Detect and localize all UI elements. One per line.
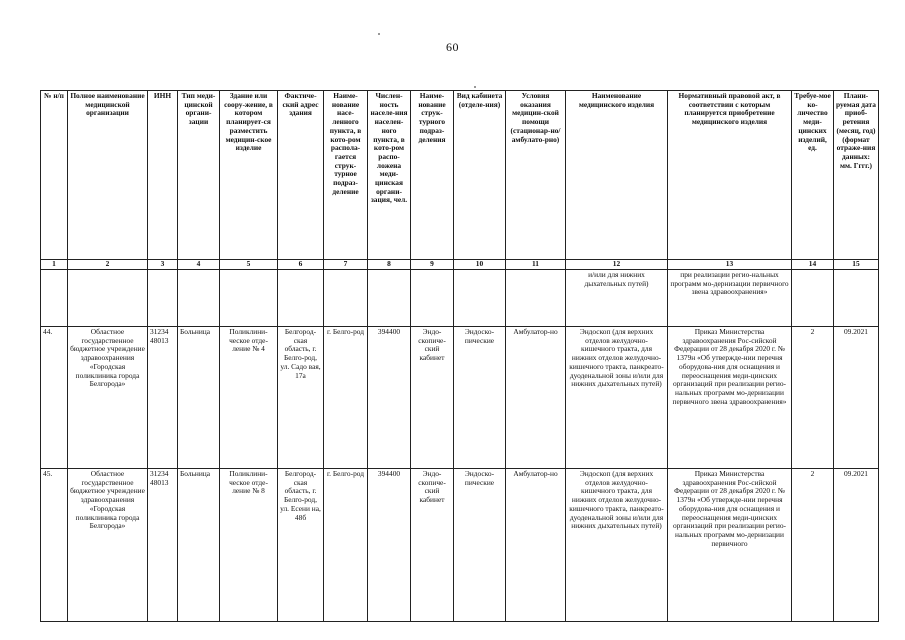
building-cell: Поликлини-ческое отде-ление № 4	[220, 327, 278, 469]
header-cell: Плани-руемая дата приоб-ретения (месяц, год) (формат отраже-ния данных: мм. Гггг.)	[834, 91, 879, 260]
column-number: 4	[178, 260, 220, 270]
quantity-cell: 2	[792, 469, 834, 622]
column-number: 15	[834, 260, 879, 270]
organization-name: Областное государственное бюджетное учреждение здравоохранения «Городская поликлиника города Белгорода»	[68, 327, 148, 469]
equipment-table	[40, 90, 879, 622]
org-type-cell: Больница	[178, 327, 220, 469]
empty-cell	[792, 270, 834, 327]
header-cell: № н/п	[41, 91, 68, 260]
header-cell: Числен-ность населе-ния населен-ного пункта, в кото-ром распо-ложена меди-цинская органи-зация, чел.	[368, 91, 411, 260]
empty-cell	[41, 270, 68, 327]
header-cell: Наиме-нование струк-турного подраз-деления	[411, 91, 454, 260]
empty-cell	[278, 270, 324, 327]
quantity-cell: 2	[792, 327, 834, 469]
date-cell: 09.2021	[834, 327, 879, 469]
page-number: 60	[446, 40, 459, 54]
table-row	[41, 469, 879, 622]
locality-cell: г. Белго-род	[324, 469, 368, 622]
device-cell: и/или для нижних дыхательных путей)	[566, 270, 668, 327]
header-row	[41, 91, 879, 260]
header-cell: Наименование медицинского изделия	[566, 91, 668, 260]
room-type-cell: Эндоско-пические	[454, 469, 506, 622]
conditions-cell: Амбулатор-но	[506, 327, 566, 469]
date-cell: 09.2021	[834, 469, 879, 622]
header-cell: Нормативный правовой акт, в соответствии с которым планируется приобретение медицинского изделия	[668, 91, 792, 260]
device-cell: Эндоскоп (для верхних отделов желудочно-кишечного тракта, для нижних отделов желудочно-кишечного тракта, панкреато-дуоденальной зоны и/или для нижних дыхательных путей)	[566, 327, 668, 469]
column-number: 13	[668, 260, 792, 270]
column-number: 12	[566, 260, 668, 270]
act-cell: при реализации регио-нальных программ мо-дернизации первичного звена здравоохранения»	[668, 270, 792, 327]
population-cell: 394400	[368, 469, 411, 622]
continuation-row	[41, 270, 879, 327]
conditions-cell: Амбулатор-но	[506, 469, 566, 622]
header-cell: Наиме-нование насе-ленного пункта, в кото-ром распола-гается струк-турное подраз-деление	[324, 91, 368, 260]
empty-cell	[454, 270, 506, 327]
act-cell: Приказ Министерства здравоохранения Рос-сийской Федерации от 28 декабря 2020 г. № 1379н «Об утвержде-нии перечня оборудова-ния для оснащения и переоснащения меди-цинских организаций при реализации регио-нальных программ мо-дернизации первичного	[668, 469, 792, 622]
empty-cell	[148, 270, 178, 327]
unit-cell: Эндо-скопиче-ский кабинет	[411, 327, 454, 469]
column-number: 1	[41, 260, 68, 270]
locality-cell: г. Белго-род	[324, 327, 368, 469]
column-number: 11	[506, 260, 566, 270]
scan-speck	[378, 33, 380, 35]
inn-cell: 31234 48013	[148, 469, 178, 622]
empty-cell	[68, 270, 148, 327]
address-cell: Белгород-ская область, г. Белго-род, ул. Есени на, 48б	[278, 469, 324, 622]
header-cell: Здание или соору-жение, в котором планирует-ся разместить медицин-ское изделие	[220, 91, 278, 260]
building-cell: Поликлини-ческое отде-ление № 8	[220, 469, 278, 622]
act-cell: Приказ Министерства здравоохранения Рос-сийской Федерации от 28 декабря 2020 г. № 1379н «Об утвержде-нии перечня оборудова-ния для оснащения и переоснащения меди-цинских организаций при реализации регио-нальных программ мо-дернизации первичного звена здравоохранения»	[668, 327, 792, 469]
table-row	[41, 327, 879, 469]
device-cell: Эндоскоп (для верхних отделов желудочно-кишечного тракта, для нижних отделов желудочно-кишечного тракта, панкреато-дуоденальной зоны и/или для нижних дыхательных путей)	[566, 469, 668, 622]
empty-cell	[411, 270, 454, 327]
room-type-cell: Эндоско-пические	[454, 327, 506, 469]
column-number: 7	[324, 260, 368, 270]
org-type-cell: Больница	[178, 469, 220, 622]
column-number: 3	[148, 260, 178, 270]
unit-cell: Эндо-скопиче-ский кабинет	[411, 469, 454, 622]
empty-cell	[324, 270, 368, 327]
empty-cell	[834, 270, 879, 327]
inn-cell: 31234 48013	[148, 327, 178, 469]
empty-cell	[178, 270, 220, 327]
column-number: 10	[454, 260, 506, 270]
row-number: 45.	[41, 469, 68, 622]
header-cell: Фактиче-ский адрес здания	[278, 91, 324, 260]
empty-cell	[506, 270, 566, 327]
address-cell: Белгород-ская область, г. Белго-род, ул. Садо вая, 17а	[278, 327, 324, 469]
column-number: 5	[220, 260, 278, 270]
empty-cell	[368, 270, 411, 327]
column-number: 8	[368, 260, 411, 270]
scan-speck	[474, 86, 476, 88]
column-number: 6	[278, 260, 324, 270]
column-number-row	[41, 260, 879, 270]
header-cell: Требуе-мое ко-личество меди-цинских изделий, ед.	[792, 91, 834, 260]
header-cell: ИНН	[148, 91, 178, 260]
column-number: 2	[68, 260, 148, 270]
column-number: 14	[792, 260, 834, 270]
empty-cell	[220, 270, 278, 327]
column-number: 9	[411, 260, 454, 270]
population-cell: 394400	[368, 327, 411, 469]
header-cell: Условия оказания медицин-ской помощи (стационар-но/амбулато-рно)	[506, 91, 566, 260]
row-number: 44.	[41, 327, 68, 469]
organization-name: Областное государственное бюджетное учреждение здравоохранения «Городская поликлиника города Белгорода»	[68, 469, 148, 622]
header-cell: Полное наименование медицинской организации	[68, 91, 148, 260]
header-cell: Вид кабинета (отделе-ния)	[454, 91, 506, 260]
header-cell: Тип меди-цинской органи-зации	[178, 91, 220, 260]
